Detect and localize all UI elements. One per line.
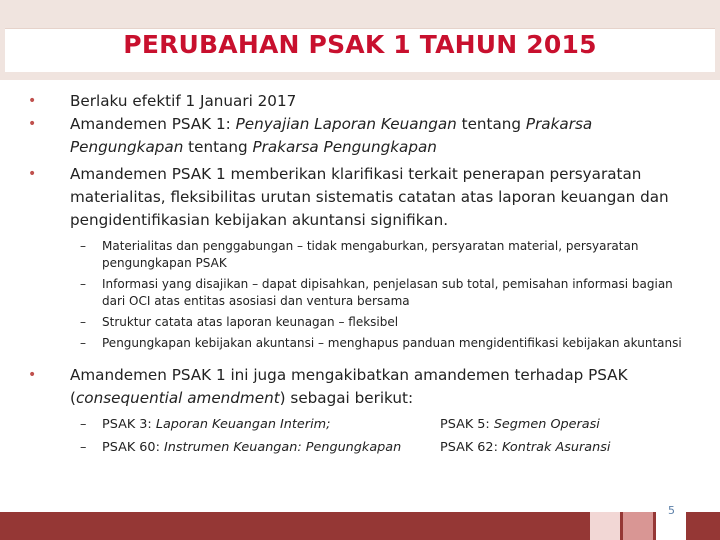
dash-glyph: – — [80, 336, 86, 350]
psak-name: Kontrak Asuransi — [501, 440, 611, 455]
dash-glyph: – — [80, 277, 86, 291]
bullet-2-line2-em2: Prakarsa Pengungkapan — [252, 138, 437, 156]
bullet-2-mid: tentang — [456, 115, 526, 133]
dash-glyph: – — [80, 440, 87, 455]
footer-square-1 — [590, 512, 620, 540]
bullet-3 — [28, 163, 698, 232]
sub-item-text: Materialitas dan penggabungan – tidak mengaburkan, persyaratan material, persyaratan pengungkapan PSAK — [102, 239, 639, 270]
footer-square-2 — [623, 512, 653, 540]
sub-list — [28, 238, 698, 352]
bullet-4-pre: Amandemen PSAK 1 ini juga mengakibatkan amandemen terhadap PSAK ( — [70, 366, 628, 407]
sub-item-text: Struktur catata atas laporan keunagan – fleksibel — [102, 315, 399, 329]
bullet-4 — [28, 364, 698, 410]
bullet-glyph: • — [28, 367, 37, 383]
psak-item — [80, 413, 440, 436]
sub-item-text: Informasi yang disajikan – dapat dipisahkan, penjelasan sub total, pemisahan informasi bagian dari OCI atas entitas asosiasi dan ventura bersama — [102, 277, 673, 308]
dash-glyph: – — [80, 315, 86, 329]
sub-item-2 — [28, 276, 698, 310]
psak-code: PSAK 3: — [102, 417, 156, 432]
bullet-4-post: ) sebagai berikut: — [279, 389, 414, 407]
slide-title: PERUBAHAN PSAK 1 TAHUN 2015 — [123, 30, 597, 59]
sub-item-4 — [28, 335, 698, 352]
dash-glyph: – — [80, 417, 87, 432]
bullet-glyph: • — [28, 116, 37, 132]
dash-glyph: – — [80, 239, 86, 253]
bullet-3-text: Amandemen PSAK 1 memberikan klarifikasi terkait penerapan persyaratan materialitas, fleksibilitas urutan sistematis catatan atas laporan keuangan dan pengidentifikasian kebijakan akuntansi signifikan. — [70, 165, 669, 229]
psak-name: Instrumen Keuangan: Pengungkapan — [163, 440, 402, 455]
slide-content — [28, 90, 698, 459]
bullet-2 — [28, 113, 698, 159]
bullet-1-text: Berlaku efektif 1 Januari 2017 — [70, 92, 297, 110]
psak-code: PSAK 62: — [440, 440, 502, 455]
bullet-2-pre: Amandemen PSAK 1: — [70, 115, 236, 133]
psak-list-right — [440, 413, 610, 459]
psak-code: PSAK 60: — [102, 440, 164, 455]
bullet-2-em2: Prakarsa — [525, 115, 593, 133]
sub-item-3 — [28, 314, 698, 331]
sub-item-1 — [28, 238, 698, 272]
bullet-4-em: consequential amendment — [75, 389, 280, 407]
bullet-2-em: Penyajian Laporan Keuangan — [235, 115, 457, 133]
page-number: 5 — [668, 504, 675, 517]
psak-name: Segmen Operasi — [493, 417, 600, 432]
psak-name: Laporan Keuangan Interim; — [155, 417, 331, 432]
psak-item — [80, 436, 440, 459]
bullet-glyph: • — [28, 93, 37, 109]
bullet-2-line2-em: Pengungkapan — [70, 138, 184, 156]
psak-list-left — [80, 413, 440, 459]
sub-item-text: Pengungkapan kebijakan akuntansi – menghapus panduan mengidentifikasi kebijakan akuntansi — [102, 336, 682, 350]
bullet-1 — [28, 90, 698, 113]
psak-list — [28, 413, 698, 459]
bullet-glyph: • — [28, 166, 37, 182]
psak-item — [440, 413, 610, 436]
psak-item — [440, 436, 610, 459]
psak-code: PSAK 5: — [440, 417, 494, 432]
bullet-2-line2-mid: tentang — [183, 138, 253, 156]
